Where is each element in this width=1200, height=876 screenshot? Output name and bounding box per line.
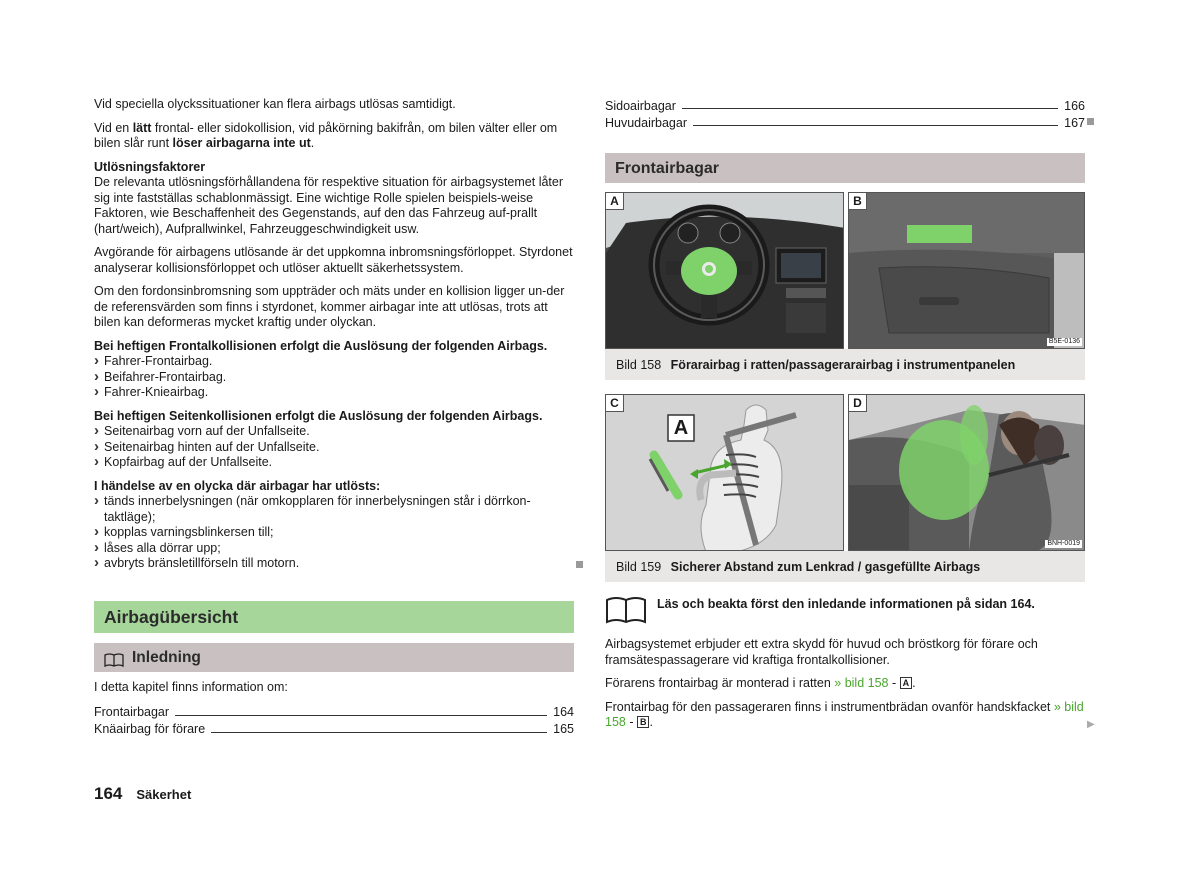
figure-158 (605, 192, 1085, 380)
text: . (310, 136, 315, 150)
notice-row (605, 596, 1085, 624)
paragraph-passenger-airbag (605, 700, 1085, 731)
section-name: Säkerhet (136, 787, 192, 802)
toc-page: 164 (553, 705, 574, 719)
toc-page: 166 (1064, 98, 1085, 113)
list-item: › tänds innerbelysningen (när omkopplaren för innerbelysningen står i dörrkon-taktläge); (94, 494, 574, 525)
list-item: › Seitenairbag hinten auf der Unfallseite. (94, 440, 574, 456)
text: - (888, 676, 900, 690)
list-item: › Seitenairbag vorn auf der Unfallseite. (94, 424, 574, 440)
figure-image-a (605, 192, 844, 349)
page-footer (94, 786, 191, 803)
side-heading: Bei heftigen Seitenkollisionen erfolgt die Auslösung der folgenden Airbags. (94, 408, 543, 423)
factors-heading: Utlösningsfaktorer (94, 159, 206, 174)
inflated-airbags-illustration (849, 395, 1085, 551)
section-title: Airbagübersicht (94, 601, 574, 633)
figure-link[interactable]: » bild 158 (605, 699, 1084, 729)
overview-section (94, 601, 574, 738)
toc-row[interactable] (94, 704, 574, 721)
paragraph-driver-airbag (605, 676, 1085, 692)
toc-page: 165 (553, 722, 574, 736)
frontairbag-text (605, 637, 1085, 739)
text: . (912, 676, 916, 690)
toc-page: 167 (1064, 115, 1085, 130)
toc-row[interactable] (605, 114, 1085, 131)
text: Förarens frontairbag är monterad i ratten (605, 676, 835, 690)
figure-159 (605, 394, 1085, 582)
paragraph-deceleration: Avgörande för airbagens utlösande är det uppkomna inbromsningsförloppet. Styrdonet analyserar kollisionsförloppet och utlöser aktuellt säkerhetssystem. (94, 245, 573, 275)
end-marker (576, 561, 583, 568)
toc-leader (682, 108, 1058, 109)
figure-image-c (605, 394, 844, 551)
toc-leader (211, 732, 547, 733)
toc-label: Sidoairbagar (605, 98, 676, 113)
figure-code: BNH-0019 (1047, 540, 1080, 547)
toc-leader (175, 715, 547, 716)
figure-title: Sicherer Abstand zum Lenkrad / gasgefüllte Airbags (670, 560, 981, 574)
frontairbag-section (605, 153, 1085, 183)
figure-image-b (848, 192, 1085, 349)
list-item: › låses alla dörrar upp; (94, 541, 574, 557)
figure-tag-b: B (849, 193, 867, 210)
figure-tag-c: C (606, 395, 624, 412)
paragraph-reference-values: Om den fordonsinbromsning som uppträder och mäts under en kollision ligger un-der de referensvärden som finns i styrdonet, kommer airbagar inte att utlösas, trots att bilen kan deformeras mycket kraftig under olyckan. (94, 284, 565, 329)
event-list (94, 494, 574, 572)
figure-image-d (848, 394, 1085, 551)
figure-number: Bild 159 (616, 560, 662, 574)
factors-block (94, 160, 574, 238)
end-marker (1087, 118, 1094, 125)
list-item: › Beifahrer-Frontairbag. (94, 370, 574, 386)
text: . (649, 715, 653, 729)
subsection-header (94, 643, 574, 672)
frontal-block (94, 339, 574, 401)
text: Vid en (94, 120, 133, 135)
list-item: › kopplas varningsblinkersen till; (94, 525, 574, 541)
dashboard-illustration (849, 193, 1085, 349)
figure-number: Bild 158 (616, 358, 662, 372)
toc-label: Knäairbag för förare (94, 722, 206, 736)
figure-title: Förarairbag i ratten/passagerarairbag i instrumentpanelen (670, 358, 1016, 372)
figure-ref-box: A (900, 677, 913, 689)
text-bold: löser airbagarna inte ut (172, 136, 311, 150)
list-item: › Fahrer-Knieairbag. (94, 385, 574, 401)
figure-caption (605, 551, 1085, 583)
safe-distance-illustration (606, 395, 844, 551)
notice-text: Läs och beakta först den inledande informationen på sidan 164. (657, 597, 1035, 611)
side-list (94, 424, 574, 471)
paragraph-multiple-airbags: Vid speciella olyckssituationer kan flera airbags utlösas samtidigt. (94, 97, 456, 111)
event-heading: I händelse av en olycka där airbagar har utlösts: (94, 478, 381, 493)
figure-ref-box: B (637, 716, 650, 728)
frontal-heading: Bei heftigen Frontalkollisionen erfolgt die Auslösung der folgenden Airbags. (94, 338, 548, 353)
page-number: 164 (94, 784, 123, 803)
continue-arrow-icon: ▶ (1087, 719, 1095, 730)
figure-link[interactable]: » bild 158 (834, 676, 889, 690)
subsection-title: Inledning (132, 649, 201, 666)
factors-text: De relevanta utlösningsförhållandena för respektive situation för airbagsystemet låter sig inte fastställas schablonmässigt. Eine wichtige Rolle spielen beispiels-weise Faktoren, wie Beschaffenheit des Gegenstands, auf den das Fahrzeug auf-prallt (hart/weich), Aufprallwinkel, Fahrzeuggeschwindigkeit usw. (94, 175, 564, 236)
frontal-list (94, 354, 574, 401)
text-bold: lätt (132, 120, 152, 135)
text: frontal- eller sidokollision, vid påkörning bakifrån, om bilen välter eller om bilen slår runt (94, 120, 558, 150)
toc-label: Huvudairbagar (605, 115, 687, 130)
event-block (94, 479, 574, 572)
text: Frontairbag för den passageraren finns i instrumentbrädan ovanför handskfacket (605, 699, 1054, 714)
paragraph-no-deploy (94, 121, 574, 152)
toc-leader (693, 125, 1058, 126)
chapter-intro: I detta kapitel finns information om: (94, 680, 288, 694)
book-icon (605, 596, 647, 624)
figure-code: B5E-0136 (1048, 338, 1080, 345)
text: - (625, 715, 637, 729)
figure-caption (605, 349, 1085, 381)
side-block (94, 409, 574, 471)
figure-tag-a: A (606, 193, 624, 210)
toc-label: Frontairbagar (94, 705, 170, 719)
book-icon (104, 651, 124, 665)
section-title: Frontairbagar (605, 153, 1085, 183)
right-column (605, 97, 1085, 131)
paragraph-protection: Airbagsystemet erbjuder ett extra skydd för huvud och bröstkorg för förare och framsätespassagerare vid kraftiga frontalkollisioner. (605, 637, 1038, 667)
figure-tag-d: D (849, 395, 867, 412)
toc-row[interactable] (94, 721, 574, 738)
toc-row[interactable] (605, 97, 1085, 114)
list-item: › Kopfairbag auf der Unfallseite. (94, 455, 574, 471)
figure-inner-label: A (673, 417, 689, 439)
list-item: › Fahrer-Frontairbag. (94, 354, 574, 370)
steering-wheel-illustration (606, 193, 844, 349)
left-column (94, 97, 574, 580)
list-item: › avbryts bränsletillförseln till motorn. (94, 556, 574, 572)
